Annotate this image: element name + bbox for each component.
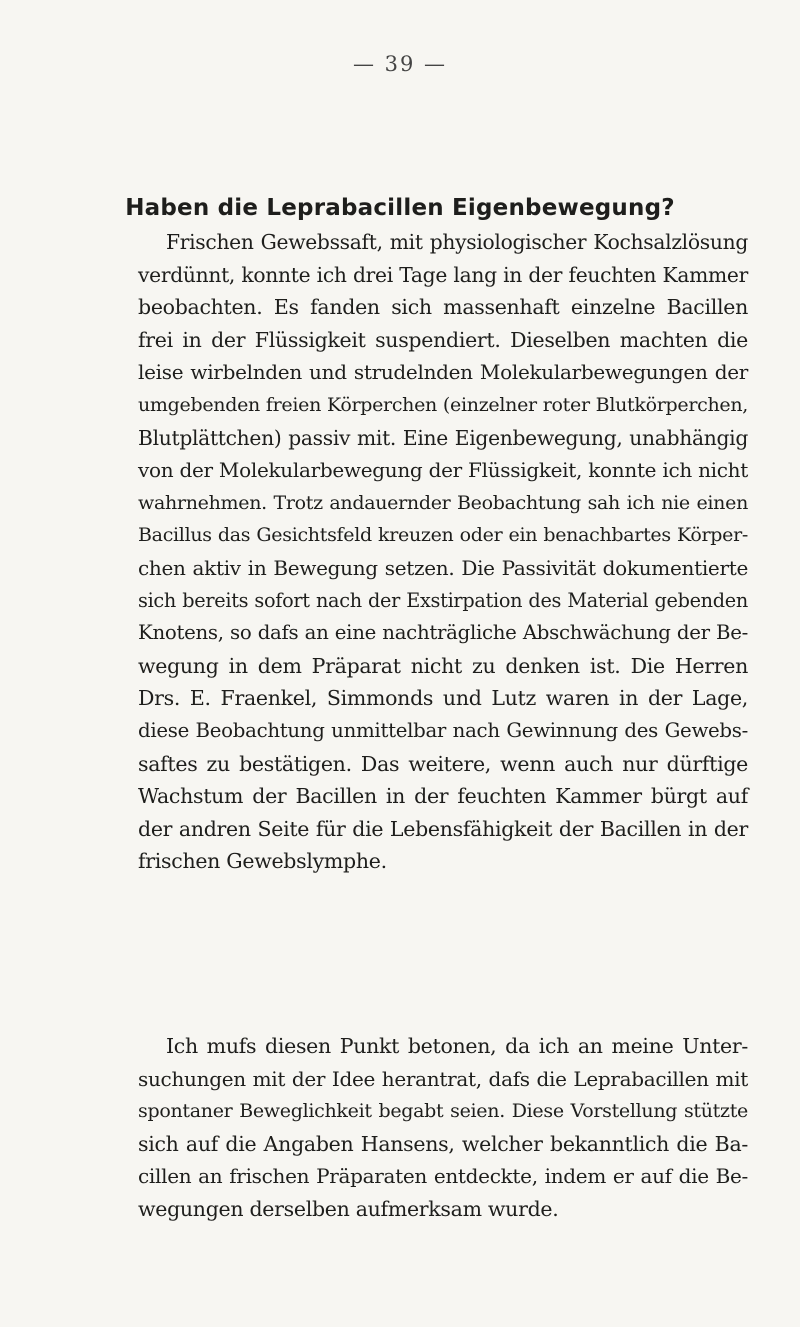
text-line: der andren Seite für die Lebensfähigkeit der Bacillen in der — [138, 816, 748, 841]
text-line: chen aktiv in Bewegung setzen. Die Passivität dokumentierte — [138, 555, 748, 580]
text-line: sich bereits sofort nach der Exstirpation des Material gebenden — [138, 588, 748, 612]
text-line: Drs. E. Fraenkel, Simmonds und Lutz waren in der Lage, — [138, 686, 748, 711]
text-line: diese Beobachtung unmittelbar nach Gewinnung des Gewebs- — [138, 718, 748, 742]
text-line: suchungen mit der Idee herantrat, dafs die Leprabacillen mit — [138, 1066, 748, 1091]
text-line: Ich mufs diesen Punkt betonen, da ich an meine Unter- — [166, 1034, 748, 1058]
paragraph-2 — [138, 1030, 748, 1226]
text-line: frischen Gewebslymphe. — [138, 849, 387, 874]
text-line: wegung in dem Präparat nicht zu denken ist. Die Herren — [138, 653, 748, 678]
text-line: Wachstum der Bacillen in der feuchten Kammer bürgt auf — [138, 784, 748, 809]
text-line: verdünnt, konnte ich drei Tage lang in der feuchten Kammer — [138, 262, 748, 287]
text-line: beobachten. Es fanden sich massenhaft einzelne Bacillen — [138, 295, 748, 320]
text-line: umgebenden freien Körperchen (einzelner roter Blutkörperchen, — [138, 393, 748, 416]
text-line: sich auf die Angaben Hansens, welcher bekanntlich die Ba- — [138, 1131, 748, 1156]
text-line: frei in der Flüssigkeit suspendiert. Dieselben machten die — [138, 327, 748, 352]
section-heading: Haben die Leprabacillen Eigenbewegung? — [125, 195, 675, 221]
text-line: wegungen derselben aufmerksam wurde. — [138, 1196, 559, 1221]
text-line: cillen an frischen Präparaten entdeckte, indem er auf die Be- — [138, 1164, 748, 1189]
paragraph-1 — [138, 226, 748, 878]
text-line: leise wirbelnden und strudelnden Molekularbewegungen der — [138, 360, 748, 385]
text-line: Knotens, so dafs an eine nachträgliche Abschwächung der Be- — [138, 621, 748, 645]
text-line: saftes zu bestätigen. Das weitere, wenn auch nur dürftige — [138, 751, 748, 776]
text-line: spontaner Beweglichkeit begabt seien. Diese Vorstellung stützte — [138, 1100, 748, 1123]
text-line: Blutplättchen) passiv mit. Eine Eigenbewegung, unabhängig — [138, 425, 748, 450]
text-line: Frischen Gewebssaft, mit physiologischer Kochsalzlösung — [166, 230, 748, 254]
page-number: — 39 — — [352, 52, 448, 76]
text-line: Bacillus das Gesichtsfeld kreuzen oder ein benachbartes Körper- — [138, 524, 748, 547]
text-line: wahrnehmen. Trotz andauernder Beobachtung sah ich nie einen — [138, 491, 748, 514]
text-line: von der Molekularbewegung der Flüssigkeit, konnte ich nicht — [138, 458, 748, 483]
